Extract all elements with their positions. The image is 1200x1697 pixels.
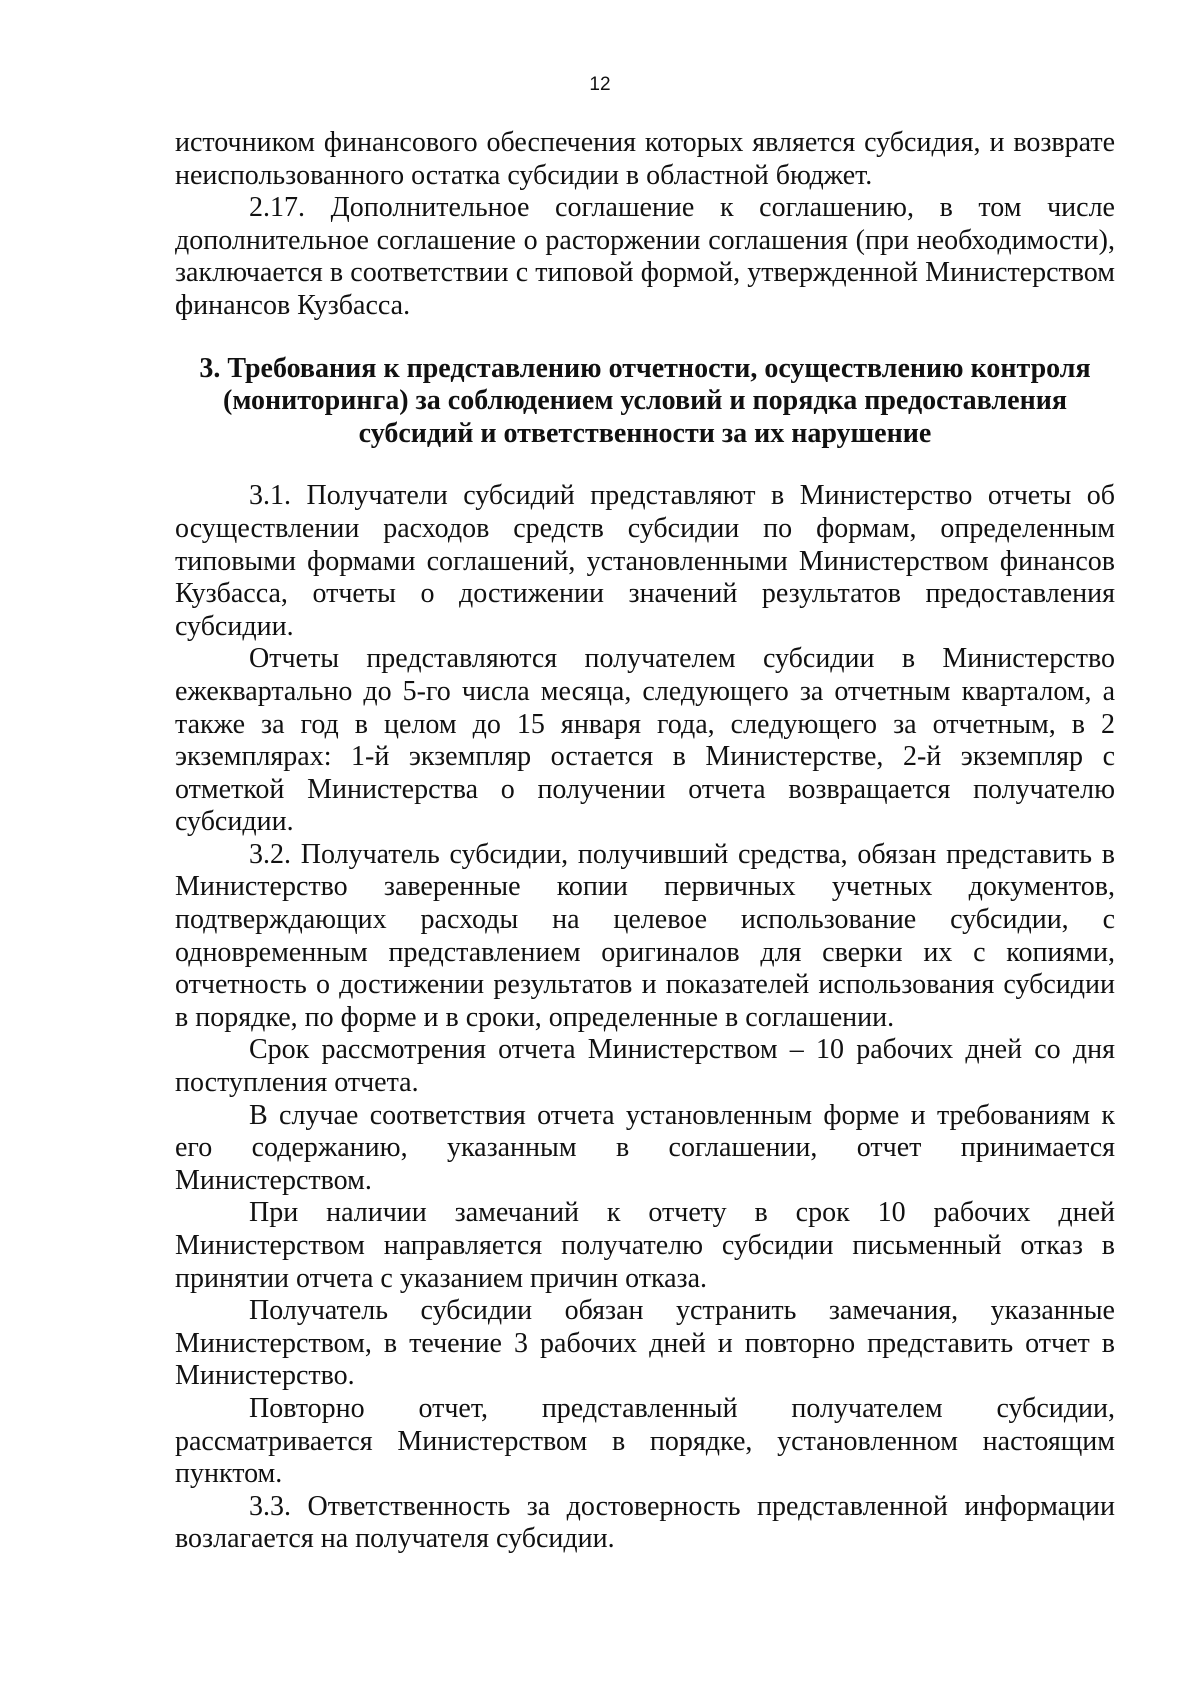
paragraph-report-acceptance: В случае соответствия отчета установленным форме и требованиям к его содержанию, указанным в соглашении, отчет принимается Министерством. [175,1099,1115,1196]
section-heading: 3. Требования к представлению отчетности, осуществлению контроля (мониторинга) за соблюдением условий и порядка предоставления субсидий и ответственности за их нарушение [199,352,1091,449]
paragraph-resubmission: Повторно отчет, представленный получателем субсидии, рассматривается Министерством в порядке, установленном настоящим пунктом. [175,1392,1115,1490]
paragraph-2-17: 2.17. Дополнительное соглашение к соглашению, в том числе дополнительное соглашение о расторжении соглашения (при необходимости), заключается в соответствии с типовой формой, утвержденной Министерством финансов Кузбасса. [175,192,1115,321]
paragraph-report-refusal: При наличии замечаний к отчету в срок 10 рабочих дней Министерством направляется получателю субсидии письменный отказ в принятии отчета с указанием причин отказа. [175,1197,1115,1294]
paragraph-continuation: источником финансового обеспечения которых является субсидия, и возврате неиспользованного остатка субсидии в областной бюджет. [175,127,1115,191]
paragraph-review-period: Срок рассмотрения отчета Министерством – 10 рабочих дней со дня поступления отчета. [175,1034,1115,1099]
paragraph-3-1: 3.1. Получатели субсидий представляют в Министерство отчеты об осуществлении расходов средств субсидии по формам, определенным типовыми формами соглашений, установленными Министерством финансов Кузбасса, отчеты о достижении значений результатов предоставления субсидии. [175,480,1115,642]
paragraph-remarks-correction: Получатель субсидии обязан устранить замечания, указанные Министерством, в течение 3 рабочих дней и повторно представить отчет в Министерство. [175,1295,1115,1392]
document-body [175,127,1115,1556]
paragraph-reports-submission: Отчеты представляются получателем субсидии в Министерство ежеквартально до 5-го числа месяца, следующего за отчетным кварталом, а также за год в целом до 15 января года, следующего за отчетным, в 2 экземплярах: 1-й экземпляр остается в Министерстве, 2-й экземпляр с отметкой Министерства о получении отчета возвращается получателю субсидии. [175,643,1115,838]
paragraph-3-2: 3.2. Получатель субсидии, получивший средства, обязан представить в Министерство заверенные копии первичных учетных документов, подтверждающих расходы на целевое использование субсидии, с одновременным представлением оригиналов для сверки их с копиями, отчетность о достижении результатов и показателей использования субсидии в порядке, по форме и в сроки, определенные в соглашении. [175,838,1115,1033]
paragraph-3-3: 3.3. Ответственность за достоверность представленной информации возлагается на получателя субсидии. [175,1490,1115,1555]
page-number: 12 [589,74,611,95]
